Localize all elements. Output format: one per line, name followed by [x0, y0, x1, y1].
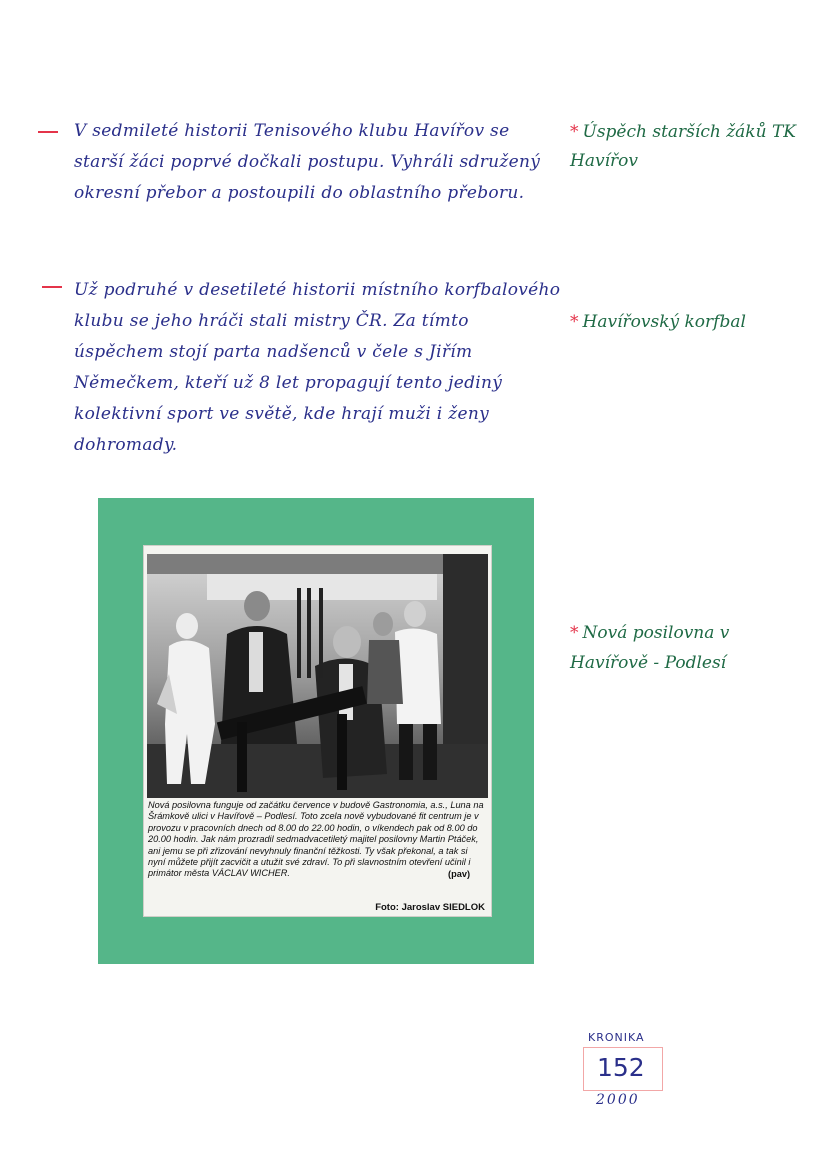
- margin-note-text-2: Havířovský korfbal: [582, 312, 746, 332]
- entry-text-2: Už podruhé v desetileté historii místního korfbalového klubu se jeho hráči stali mistry ČR. Za tímto úspěchem stojí parta nadšenců v čele s Jiřím Němečkem, kteří už 8 let propagují tento jediný kolektivní sport ve světě, kde hrají muži i ženy dohromady.: [74, 280, 561, 455]
- margin-note-2: [570, 308, 770, 337]
- gym-photo: [147, 554, 488, 798]
- entry-dash-2: [42, 286, 62, 288]
- entry-text-1: V sedmileté historii Tenisového klubu Havířov se starší žáci poprvé dočkali postupu. Vyhráli sdružený okresní přebor a postoupili do oblastního přeboru.: [74, 121, 541, 203]
- page-number: 152: [597, 1053, 645, 1082]
- gym-photo-illustration: [147, 554, 488, 798]
- newspaper-clipping: [143, 545, 492, 917]
- star-icon: *: [570, 623, 579, 643]
- clipping-caption-text: Nová posilovna funguje od začátku července v budově Gastronomia, a.s., Luna na Šrámkově ulici v Havířově – Podlesí. Toto zcela nově vybudované fit centrum je v provozu v pracovních dnech od 8.00 do 22.00 hodin, o víkendech pak od 8.00 do 20.00 hodin. Jak nám prozradil sedmadvacetiletý majitel posilovny Martin Ptáček, ani jemu se při zřizování nevyhnuly finanční těžkosti. Ty však překonal, a tak si nyní můžete přijít zacvičit a utužit své zdraví. To při slavnostním otevření učinil i primátor města VÁCLAV WICHER.: [148, 800, 484, 879]
- margin-note-text-3: Nová posilovna v Havířově - Podlesí: [570, 623, 730, 673]
- photo-credit: Foto: Jaroslav SIEDLOK: [375, 902, 485, 913]
- star-icon: *: [570, 312, 579, 332]
- star-icon: *: [570, 122, 579, 142]
- entry-dash-1: [38, 131, 58, 133]
- clipping-caption: [148, 800, 486, 880]
- stamp-label: KRONIKA: [588, 1031, 645, 1044]
- margin-note-1: [570, 118, 800, 176]
- margin-note-3: [570, 618, 790, 678]
- stamp-year: 2000: [596, 1092, 640, 1108]
- clipping-signature: (pav): [448, 868, 470, 879]
- margin-note-text-1: Úspěch starších žáků TK Havířov: [570, 122, 797, 171]
